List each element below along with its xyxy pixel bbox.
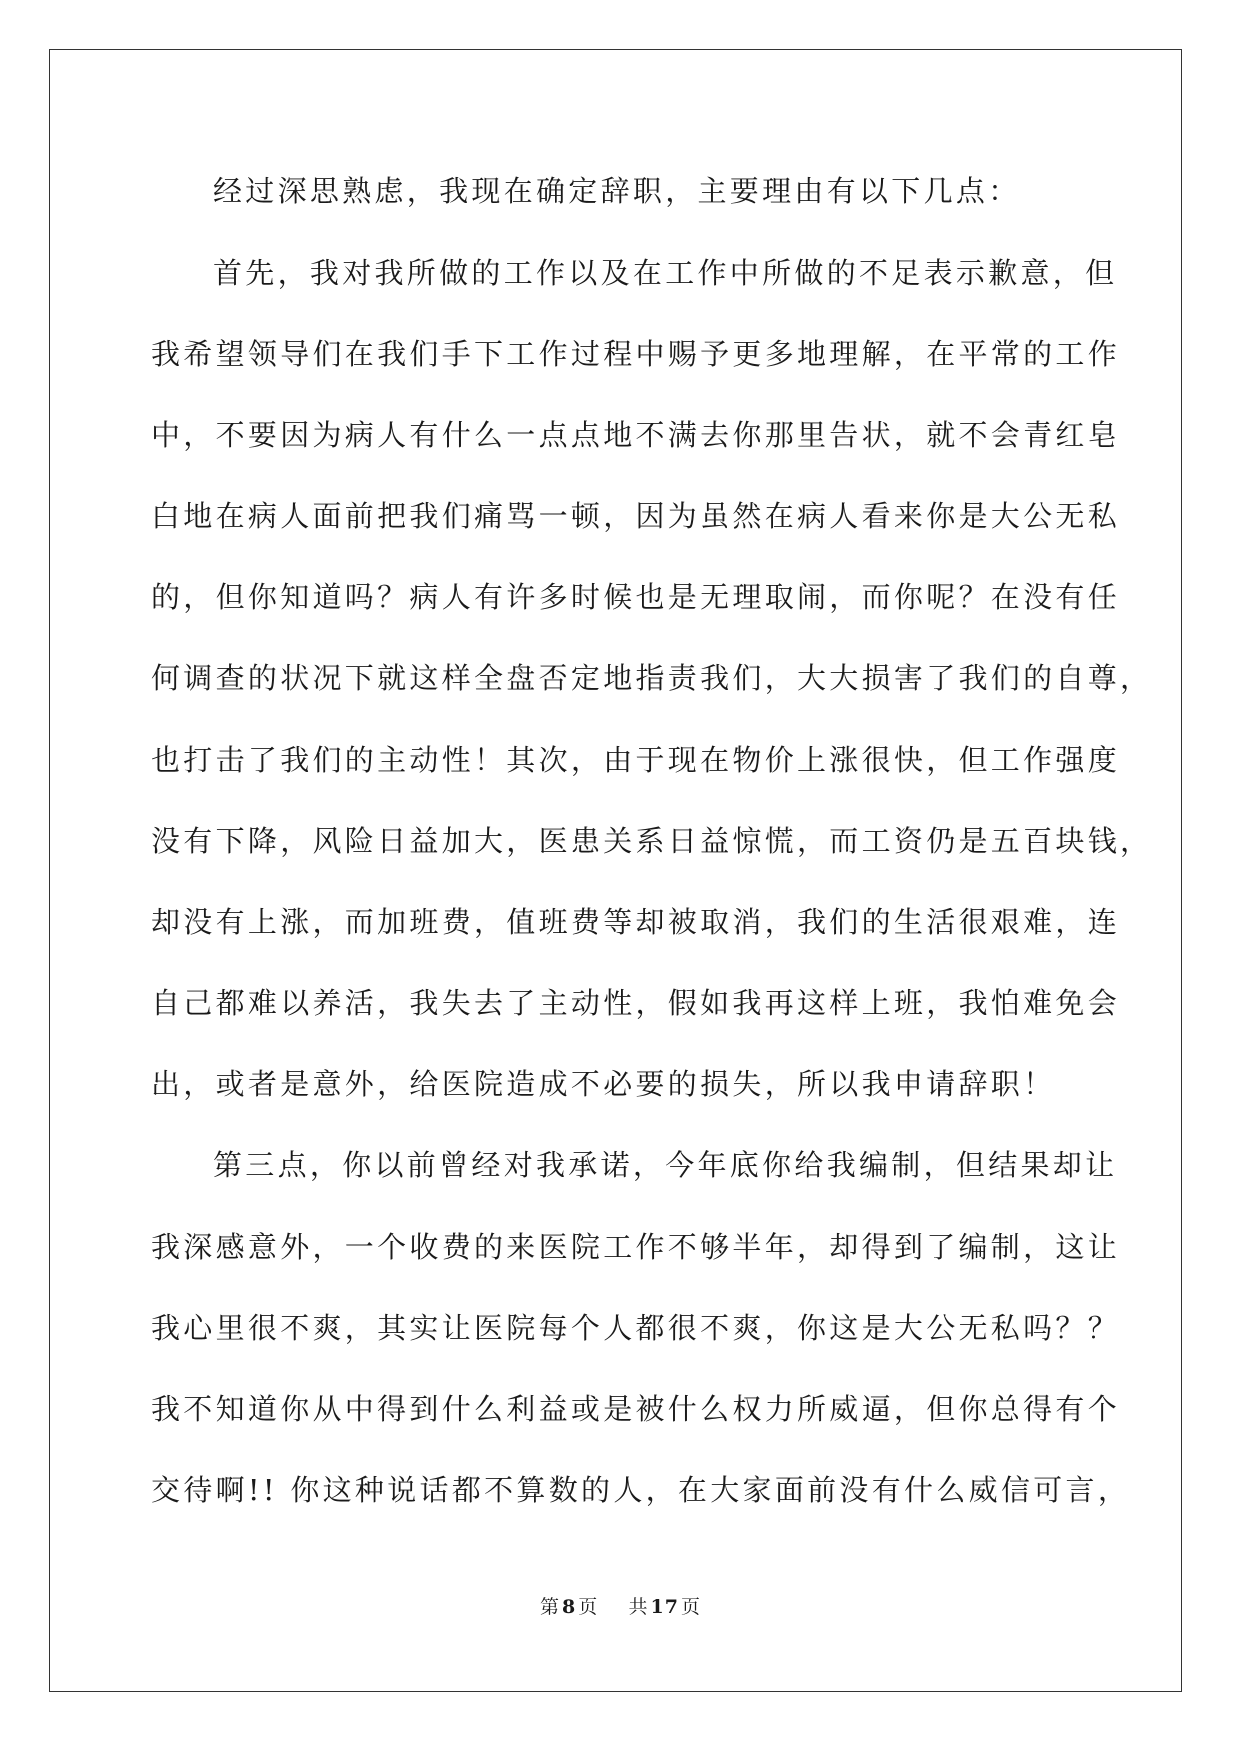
paragraph-line: 的，但你知道吗？病人有许多时候也是无理取闹，而你呢？在没有任 [151,580,1121,614]
total-suffix: 页 [680,1596,701,1618]
page-suffix: 页 [578,1596,599,1618]
paragraph-line: 经过深思熟虑，我现在确定辞职，主要理由有以下几点： [213,174,1021,208]
paragraph-line: 自己都难以养活，我失去了主动性，假如我再这样上班，我怕难免会 [151,986,1121,1020]
paragraph-line: 何调查的状况下就这样全盘否定地指责我们，大大损害了我们的自尊， [151,661,1153,695]
paragraph-line: 交待啊!! 你这种说话都不算数的人，在大家面前没有什么威信可言， [151,1473,1131,1507]
page-current: 8 [562,1596,577,1618]
paragraph-line: 我希望领导们在我们手下工作过程中赐予更多地理解，在平常的工作 [151,337,1121,371]
total-prefix: 共 [628,1596,649,1618]
page-footer [0,1592,1241,1619]
paragraph-line: 我心里很不爽，其实让医院每个人都很不爽，你这是大公无私吗？？ [151,1311,1121,1345]
paragraph-line: 没有下降，风险日益加大，医患关系日益惊慌，而工资仍是五百块钱， [151,824,1153,858]
paragraph-line: 却没有上涨，而加班费，值班费等却被取消，我们的生活很艰难，连 [151,905,1121,939]
page-prefix: 第 [540,1596,561,1618]
paragraph-line: 我深感意外，一个收费的来医院工作不够半年，却得到了编制，这让 [151,1230,1121,1264]
paragraph-line: 白地在病人面前把我们痛骂一顿，因为虽然在病人看来你是大公无私 [151,499,1121,533]
paragraph-line: 出，或者是意外，给医院造成不必要的损失，所以我申请辞职！ [151,1067,1056,1101]
paragraph-line: 中，不要因为病人有什么一点点地不满去你那里告状，就不会青红皂 [151,418,1121,452]
paragraph-line: 也打击了我们的主动性！其次，由于现在物价上涨很快，但工作强度 [151,743,1121,777]
paragraph-line: 第三点，你以前曾经对我承诺，今年底你给我编制，但结果却让 [213,1148,1118,1182]
paragraph-line: 我不知道你从中得到什么利益或是被什么权力所威逼，但你总得有个 [151,1392,1121,1426]
page-total: 17 [650,1596,679,1618]
paragraph-line: 首先，我对我所做的工作以及在工作中所做的不足表示歉意，但 [213,256,1118,290]
